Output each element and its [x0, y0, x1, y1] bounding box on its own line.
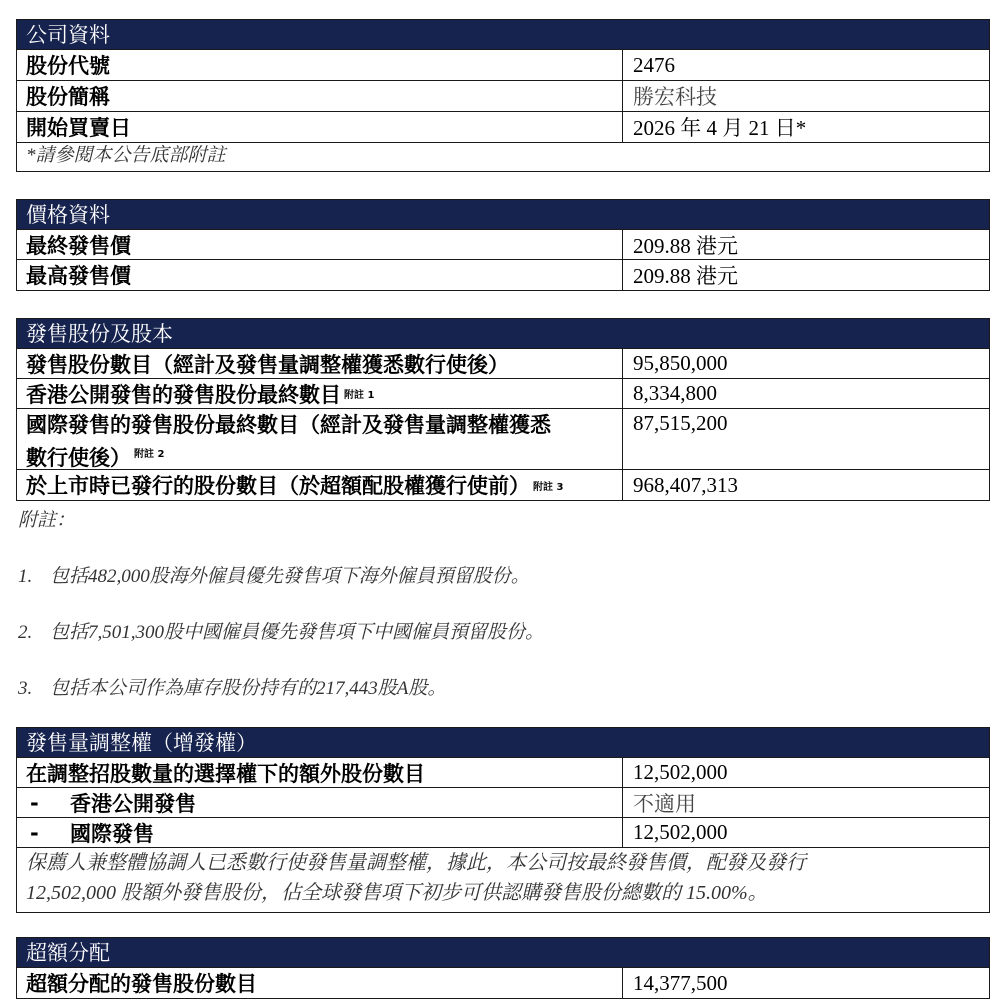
note-text: 包括本公司作為庫存股份持有的217,443股A股。 [50, 678, 447, 699]
dealing-date-value: 2026 年 4 月 21 日* [633, 116, 807, 140]
offer-shares-section [16, 318, 990, 501]
over-allocated-shares-value: 14,377,500 [633, 970, 728, 995]
over-allocated-shares-label: 超額分配的發售股份數目 [17, 968, 623, 998]
adjustment-note-line2: 12,502,000 股額外發售股份，佔全球發售項下初步可供認購發售股份總數的 15.00%。 [26, 882, 768, 904]
final-offer-price-label: 最終發售價 [17, 230, 623, 259]
hk-public-offer-label-text: 香港公開發售的發售股份最終數目 [26, 382, 341, 407]
table-row [17, 349, 989, 379]
adjustment-note [17, 848, 989, 912]
intl-offer-label-line2-wrap [26, 440, 164, 473]
note-number: 1. [18, 566, 33, 587]
company-footnote: *請參閱本公告底部附註 [26, 145, 226, 166]
note-ref-3: 附註 3 [533, 481, 564, 493]
table-row [17, 968, 989, 999]
max-offer-price-value: 209.88 港元 [633, 264, 738, 288]
additional-shares-value: 12,502,000 [633, 760, 728, 784]
table-row [17, 112, 989, 143]
table-row [17, 409, 989, 470]
note-ref-1: 附註 1 [344, 390, 375, 401]
note-number: 2. [18, 622, 33, 643]
hk-public-offer-value: 8,334,800 [633, 381, 717, 405]
note-item-3 [18, 673, 446, 700]
dash-marker: - [30, 790, 39, 815]
note-text: 包括7,501,300股中國僱員優先發售項下中國僱員預留股份。 [50, 622, 545, 643]
notes-title: 附註： [18, 510, 76, 531]
dash-marker: - [30, 820, 39, 845]
stock-code-value: 2476 [633, 52, 675, 77]
note-ref-2: 附註 2 [134, 449, 165, 460]
company-info-section [16, 19, 990, 172]
table-row [17, 260, 989, 290]
table-row [17, 758, 989, 788]
additional-shares-label: 在調整招股數量的選擇權下的額外股份數目 [17, 758, 623, 787]
table-row [17, 788, 989, 818]
company-info-header: 公司資料 [17, 20, 989, 50]
table-row [17, 81, 989, 112]
adjustment-option-section [16, 727, 990, 913]
hk-public-offer-sub-value: 不適用 [633, 791, 696, 816]
intl-offer-value: 87,515,200 [633, 411, 728, 435]
table-row [17, 818, 989, 848]
adjustment-note-line1: 保薦人兼整體協調人已悉數行使發售量調整權，據此，本公司按最終發售價，配發及發行 [26, 852, 806, 874]
intl-offer-sub-text: 國際發售 [70, 821, 154, 846]
hk-public-offer-label [17, 379, 623, 408]
intl-offer-sub-value: 12,502,000 [633, 820, 728, 844]
max-offer-price-label: 最高發售價 [17, 260, 623, 290]
table-row [17, 230, 989, 260]
offer-shares-count-label: 發售股份數目（經計及發售量調整權獲悉數行使後） [17, 349, 623, 378]
hk-public-offer-sub-label [17, 788, 623, 817]
stock-code-label: 股份代號 [17, 50, 623, 80]
final-offer-price-value: 209.88 港元 [633, 233, 738, 258]
note-item-2 [18, 617, 544, 644]
stock-short-name-label: 股份簡稱 [17, 81, 623, 111]
table-row [17, 50, 989, 81]
stock-short-name-value: 勝宏科技 [633, 85, 717, 109]
over-allocation-header: 超額分配 [17, 938, 989, 968]
issued-shares-label-text: 於上市時已發行的股份數目（於超額配股權獲行使前） [26, 474, 530, 498]
over-allocation-section [16, 937, 990, 999]
dealing-date-label: 開始買賣日 [17, 112, 623, 142]
adjustment-option-header: 發售量調整權（增發權） [17, 728, 989, 758]
offer-shares-count-value: 95,850,000 [633, 351, 728, 375]
intl-offer-sub-label [17, 818, 623, 847]
note-text: 包括482,000股海外僱員優先發售項下海外僱員預留股份。 [50, 566, 530, 587]
offer-shares-header: 發售股份及股本 [17, 319, 989, 349]
note-item-1 [18, 561, 530, 588]
price-info-section [16, 199, 990, 291]
issued-shares-label [17, 470, 623, 500]
table-row [17, 470, 989, 500]
table-row [17, 379, 989, 409]
hk-public-offer-sub-text: 香港公開發售 [70, 791, 196, 816]
price-info-header: 價格資料 [17, 200, 989, 230]
note-number: 3. [18, 678, 33, 699]
intl-offer-label [17, 409, 623, 469]
intl-offer-label-line1: 國際發售的發售股份最終數目（經計及發售量調整權獲悉 [26, 413, 551, 437]
issued-shares-value: 968,407,313 [633, 472, 738, 497]
intl-offer-label-line2: 數行使後） [26, 446, 131, 470]
